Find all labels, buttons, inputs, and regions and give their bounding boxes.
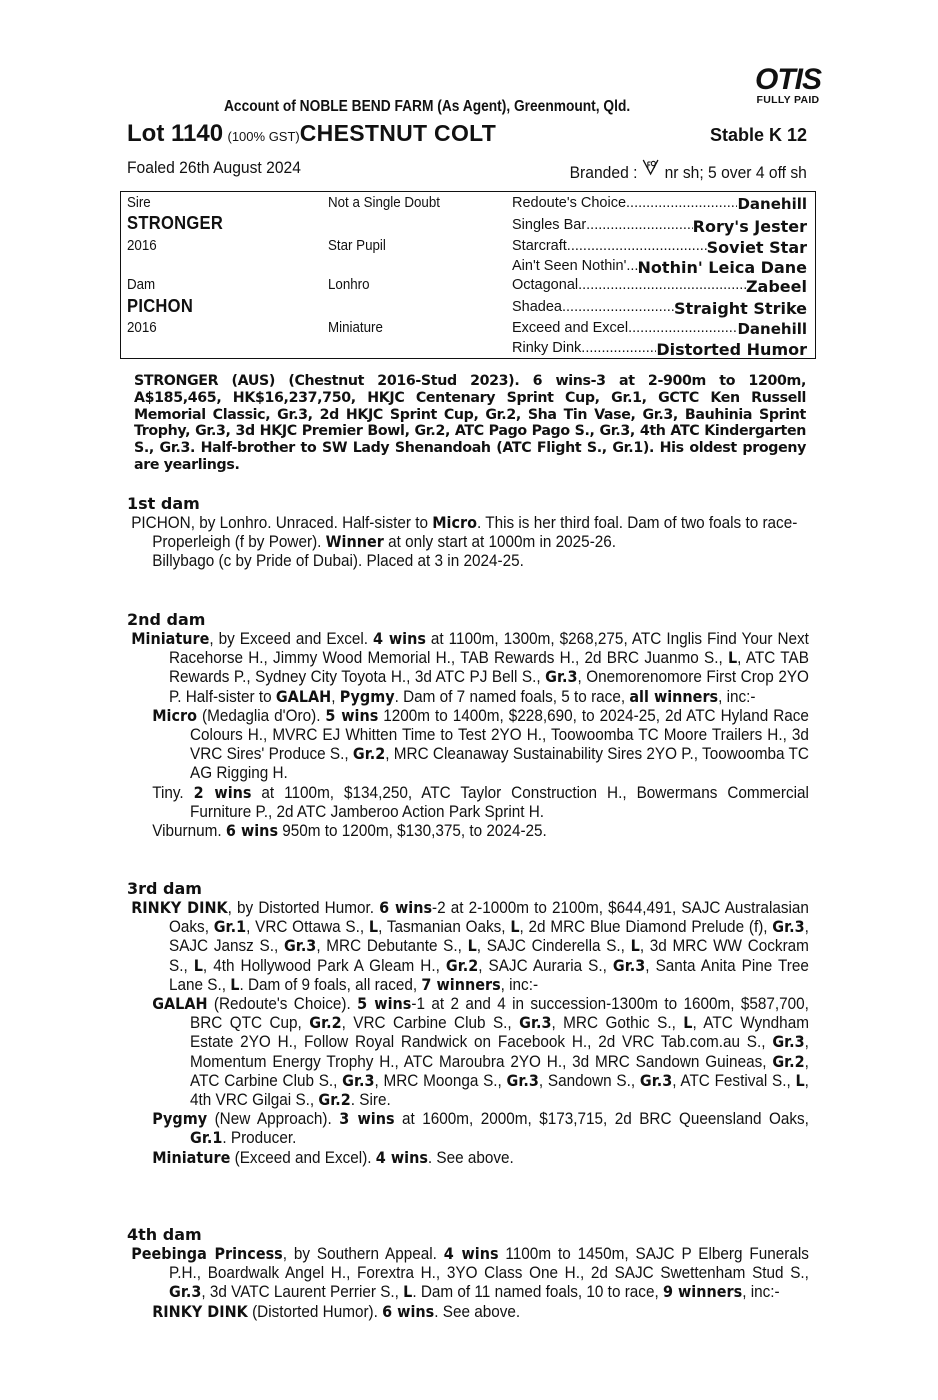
dam-entry	[127, 629, 809, 706]
great-grandparent-row	[512, 238, 807, 257]
entry-text: GALAH (Redoute's Choice). 5 wins-1 at 2 and 4 in succession-1300m to 1600m, $587,700, BRC QTC Cup, Gr.2, VRC Carbine Club S., Gr.3, MRC Gothic S., L, ATC Wyndham Estate 2YO H., Follow Royal Randwick on Facebook H., 2d VRC Tab.com.au S., Gr.3, Momentum Energy Trophy H., ATC Maroubra 2YO H., 3d MRC Sandown Guineas, Gr.2, ATC Carbine Club S., Gr.3, MRC Moonga S., Gr.3, Sandown S., Gr.3, ATC Festival S., L, 4th VRC Gilgai S., Gr.2. Sire.	[152, 994, 809, 1110]
ggp-name: Octagonal	[512, 277, 579, 293]
sire-year: 2016	[127, 238, 157, 254]
horse-description: CHESTNUT COLT	[299, 120, 497, 146]
pedigree-table	[120, 191, 816, 359]
great-grandparent-row	[512, 195, 807, 213]
bold-text: Gr.3	[639, 1070, 673, 1090]
dam-sire: Lonhro	[328, 277, 370, 293]
first-dam-section	[127, 494, 809, 571]
great-grandparent-row	[512, 299, 807, 318]
dam-dam: Miniature	[328, 320, 383, 336]
bold-text: L	[727, 648, 738, 668]
entry-text: Micro (Medaglia d'Oro). 5 wins 1200m to 1400m, $228,690, to 2024-25, 2d ATC Hyland Race Colours H., MVRC EJ Whitten Time to Test 2YO H., Toowoomba TC Moore Trailers H., 3d VRC Sires' Produce S., Gr.2, MRC Cleanaway Sustainability Sires 2YO P., Toowoomba TC AG Rigging H.	[152, 705, 809, 783]
bold-text: Gr.3	[772, 1032, 805, 1052]
bold-text: Gr.3	[506, 1070, 539, 1090]
ggp-sire: Danehill	[737, 195, 807, 213]
vendor-account: Account of NOBLE BEND FARM (As Agent), Greenmount, Qld.	[224, 98, 631, 115]
ggp-name: Singles Bar	[512, 217, 587, 233]
ggp-sire: Rory's Jester	[692, 217, 807, 236]
bold-text: Miniature	[131, 629, 210, 648]
bold-text: L	[467, 936, 477, 956]
entry-text: Billybago (c by Pride of Dubai). Placed at 3 in 2024-25.	[152, 551, 524, 571]
progeny-entry	[127, 783, 809, 821]
bold-text: 5 wins	[357, 994, 412, 1014]
bold-text: Gr.3	[283, 936, 317, 956]
bold-text: Gr.3	[169, 1282, 202, 1302]
bold-text: L	[193, 955, 203, 975]
section-title: 1st dam	[127, 494, 200, 513]
entry-text: Peebinga Princess, by Southern Appeal. 4 wins 1100m to 1450m, SAJC P Elberg Funerals P.H., Boardwalk Angel H., Forextra H., 3YO Class One H., 2d SAJC Swettenham Stud S., Gr.3, 3d VATC Laurent Perrier S., L. Dam of 11 named foals, 10 to race, 9 winners, inc:-	[131, 1244, 809, 1302]
leader-dots	[586, 217, 693, 236]
ggp-sire: Nothin' Leica Dane	[637, 258, 807, 277]
bold-text: Gr.1	[213, 917, 247, 937]
section-title: 3rd dam	[127, 879, 202, 898]
leader-dots	[626, 258, 637, 277]
bold-text: Gr.2	[772, 1051, 805, 1071]
fourth-dam-section	[127, 1225, 809, 1321]
bold-text: L	[403, 1282, 413, 1302]
bold-text: 6 wins	[382, 1301, 435, 1321]
fully-paid-label: FULLY PAID	[756, 94, 820, 106]
bold-text: RINKY DINK	[131, 898, 228, 917]
progeny-entry	[127, 1302, 809, 1321]
bold-text: Gr.1	[190, 1128, 223, 1148]
bold-text: RINKY DINK	[152, 1301, 248, 1321]
great-grandparent-row	[512, 320, 807, 338]
bold-text: L	[630, 936, 640, 956]
ggp-sire: Distorted Humor	[656, 340, 807, 359]
ggp-name: Ain't Seen Nothin'	[512, 258, 627, 274]
great-grandparent-row	[512, 340, 807, 359]
second-dam-section	[127, 610, 809, 840]
entry-text: Viburnum. 6 wins 950m to 1200m, $130,375, to 2024-25.	[152, 821, 547, 841]
lot-number: Lot 1140	[127, 120, 224, 147]
sire-sire: Not a Single Doubt	[328, 195, 440, 211]
great-grandparent-row	[512, 277, 807, 296]
ggp-name: Starcraft	[512, 238, 567, 254]
entry-text: RINKY DINK (Distorted Humor). 6 wins. See above.	[152, 1301, 521, 1321]
bold-text: GALAH	[152, 994, 208, 1014]
bold-text: Pygmy	[339, 686, 395, 706]
stable-location: Stable K 12	[709, 125, 807, 145]
bold-text: 3 wins	[339, 1109, 395, 1129]
bold-text: L	[683, 1013, 693, 1033]
progeny-entry	[127, 1109, 809, 1147]
entry-text: RINKY DINK, by Distorted Humor. 6 wins-2 at 2-1000m to 2100m, $644,491, SAJC Australasian Oaks, Gr.1, VRC Ottawa S., L, Tasmanian Oaks, L, 2d MRC Blue Diamond Prelude (f), Gr.3, SAJC Jansz S., Gr.3, MRC Debutante S., L, SAJC Cinderella S., L, 3d MRC WW Cockram S., L, 4th Hollywood Park A Gleam H., Gr.2, SAJC Auraria S., Gr.3, Santa Anita Pine Tree Lane S., L. Dam of 9 foals, all raced, 7 winners, inc:-	[131, 898, 809, 994]
bold-text: Gr.3	[772, 917, 805, 937]
leader-dots	[628, 320, 737, 338]
bold-text: 9 winners	[662, 1282, 743, 1302]
brand-info	[570, 158, 807, 183]
bold-text: 7 winners	[421, 974, 501, 994]
bold-text: Miniature	[152, 1147, 231, 1167]
entry-text: PICHON, by Lonhro. Unraced. Half-sister to Micro. This is her third foal. Dam of two foals to race-	[131, 513, 798, 532]
bold-text: Micro	[432, 513, 478, 532]
bold-text: Gr.2	[445, 955, 479, 975]
branded-text: nr sh; 5 over 4 off sh	[664, 163, 807, 182]
bold-text: Gr.3	[612, 955, 646, 975]
branded-label: Branded :	[569, 163, 638, 182]
ggp-sire: Zabeel	[745, 277, 807, 296]
bold-text: 6 wins	[379, 898, 433, 917]
ggp-name: Shadea	[512, 299, 562, 315]
ggp-name: Exceed and Excel	[512, 320, 629, 336]
bold-text: Gr.3	[342, 1070, 375, 1090]
bold-text: 4 wins	[443, 1244, 499, 1263]
sire-label: Sire	[127, 195, 151, 211]
progeny-entry	[127, 551, 809, 570]
bold-text: 4 wins	[373, 629, 426, 648]
bold-text: 4 wins	[375, 1147, 428, 1167]
section-title: 2nd dam	[127, 610, 206, 629]
progeny-entry	[127, 706, 809, 783]
progeny-entry	[127, 994, 809, 1109]
dam-year: 2016	[127, 320, 157, 336]
bold-text: Winner	[325, 532, 384, 552]
bold-text: Gr.3	[519, 1013, 552, 1033]
bold-text: Gr.2	[318, 1090, 351, 1110]
great-grandparent-row	[512, 258, 807, 277]
dam-entry	[127, 898, 809, 994]
great-grandparent-row	[512, 217, 807, 236]
dam-entries	[127, 1244, 809, 1321]
bold-text: Micro	[152, 705, 198, 725]
foaled-date: Foaled 26th August 2024	[127, 158, 301, 177]
gst-note: (100% GST)	[227, 129, 300, 144]
leader-dots	[567, 238, 707, 257]
bold-text: 6 wins	[225, 821, 279, 841]
ggp-sire: Straight Strike	[673, 299, 807, 318]
sire-dam: Star Pupil	[328, 238, 386, 254]
sire-summary: STRONGER (AUS) (Chestnut 2016-Stud 2023). 6 wins-3 at 2-900m to 1200m, A$185,465, HK$16,237,750, HKJC Centenary Sprint Cup, Gr.1, GCTC Ken Russell Memorial Classic, Gr.3, 2d HKJC Sprint Cup, Gr.2, Sha Tin Vase, Gr.3, Bauhinia Sprint Trophy, Gr.3, 3d HKJC Premier Bowl, Gr.2, ATC Pago Pago S., Gr.3, 4th ATC Kindergarten S., Gr.3. Half-brother to SW Lady Shenandoah (ATC Flight S., Gr.1). His oldest progeny are yearlings.	[134, 373, 806, 473]
bold-text: Pygmy	[152, 1109, 208, 1129]
sire-brand-icon	[642, 158, 660, 176]
dam-entries	[127, 898, 809, 1167]
leader-dots	[578, 277, 746, 296]
bold-text: L	[795, 1070, 805, 1090]
dam-entry	[127, 1244, 809, 1302]
section-title: 4th dam	[127, 1225, 202, 1244]
leader-dots	[562, 299, 674, 318]
otis-logo-text: OTIS	[754, 63, 821, 96]
bold-text: Peebinga Princess	[131, 1244, 283, 1263]
bold-text: L	[368, 917, 379, 937]
ggp-sire: Danehill	[737, 320, 807, 338]
leader-dots	[581, 340, 656, 359]
dam-entry	[127, 513, 809, 532]
dam-entries	[127, 629, 809, 840]
dam-entries	[127, 513, 809, 571]
entry-text: Tiny. 2 wins at 1100m, $134,250, ATC Taylor Construction H., Bowermans Commercial Furniture P., 2d ATC Jamberoo Action Park Sprint H.	[152, 782, 809, 821]
otis-logo	[745, 63, 831, 106]
bold-text: 5 wins	[325, 705, 379, 725]
bold-text: L	[510, 917, 520, 937]
bold-text: GALAH	[275, 686, 332, 706]
ggp-name: Rinky Dink	[512, 340, 582, 356]
third-dam-section	[127, 879, 809, 1167]
bold-text: all winners	[629, 686, 719, 706]
ggp-name: Redoute's Choice	[512, 195, 627, 211]
progeny-entry	[127, 532, 809, 551]
sire-name: STRONGER	[127, 213, 224, 233]
progeny-entry	[127, 1148, 809, 1167]
dam-label: Dam	[127, 277, 156, 293]
dam-name: PICHON	[127, 296, 194, 316]
entry-text: Pygmy (New Approach). 3 wins at 1600m, 2000m, $173,715, 2d BRC Queensland Oaks, Gr.1. Producer.	[152, 1109, 809, 1148]
bold-text: Gr.3	[545, 667, 578, 687]
entry-text: Miniature, by Exceed and Excel. 4 wins at 1100m, 1300m, $268,275, ATC Inglis Find Your Next Racehorse H., Jimmy Wood Memorial H., TAB Rewards H., 2d BRC Juanmo S., L, ATC TAB Rewards P., Sydney City Toyota H., 3d ATC PJ Bell S., Gr.3, Onemorenomore First Crop 2YO P. Half-sister to GALAH, Pygmy. Dam of 7 named foals, 5 to race, all winners, inc:-	[131, 629, 809, 706]
bold-text: Gr.2	[352, 744, 386, 764]
lot-header	[127, 120, 807, 150]
bold-text: L	[230, 974, 240, 994]
bold-text: Gr.2	[309, 1013, 342, 1033]
entry-text: Properleigh (f by Power). Winner at only start at 1000m in 2025-26.	[152, 532, 617, 552]
leader-dots	[626, 195, 737, 213]
progeny-entry	[127, 821, 809, 840]
ggp-sire: Soviet Star	[706, 238, 807, 257]
bold-text: 2 wins	[193, 782, 252, 802]
entry-text: Miniature (Exceed and Excel). 4 wins. See above.	[152, 1147, 514, 1167]
